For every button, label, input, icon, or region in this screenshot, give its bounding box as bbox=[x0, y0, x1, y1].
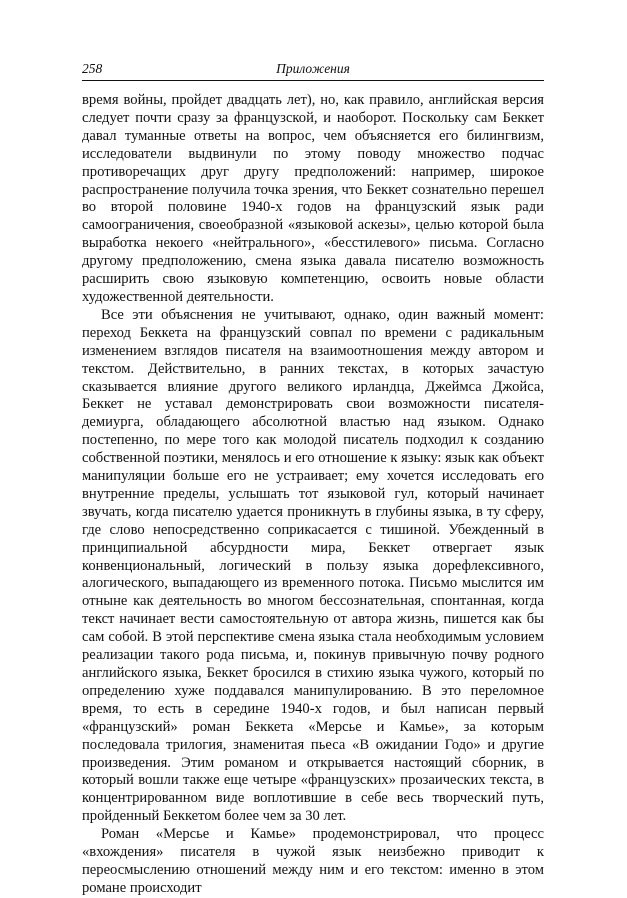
paragraph: Все эти объяснения не учитывают, однако, один важный момент: переход Беккета на французский совпал по времени с радикальным изменением взглядов писателя на взаимоотношения между автором и текстом. Действительно, в ранних текстах, в которых зачастую сказывается влияние другого великого ирландца, Джеймса Джойса, Беккет не уставал демонстрировать свои возможности писателя-демиурга, обладающего абсолютной властью над языком. Однако постепенно, по мере того как молодой писатель подходил к созданию собственной поэтики, менялось и его отношение к языку: язык как объект манипуляции больше его не устраивает; ему хочется исследовать его внутренние пределы, услышать тот языковой гул, который начинает звучать, когда писателю удается проникнуть в глубины языка, в ту сферу, где слово непосредственно соприкасается с тишиной. Убежденный в принципиальной абсурдности мира, Беккет отвергает язык конвенциональный, логический в пользу языка дорефлексивного, алогического, выпадающего из временного потока. Письмо мыслится им отныне как деятельность во многом бессознательная, спонтанная, когда текст начинает вести самостоятельную от автора жизнь, пишется как бы сам собой. В этой перспективе смена языка стала необходимым условием реализации такого рода письма, и, покинув привычную почву родного английского языка, Беккет бросился в стихию языка чужого, который по определению хуже поддавался манипулированию. В это переломное время, то есть в середине 1940-х годов, и был написан первый «французский» роман Беккета «Мерсье и Камье», за которым последовала трилогия, знаменитая пьеса «В ожидании Годо» и другие произведения. Этим романом и открывается настоящий сборник, в который вошли также еще четыре «французских» прозаических текста, в концентрированном виде воплотившие в себе весь творческий путь, пройденный Беккетом более чем за 30 лет. bbox=[82, 306, 544, 825]
running-head bbox=[82, 60, 544, 81]
section-title: Приложения bbox=[276, 61, 350, 76]
body-text bbox=[82, 92, 544, 898]
paragraph-continued: время войны, пройдет двадцать лет), но, как правило, английская версия следует почти сразу за французской, и наоборот. Поскольку сам Беккет давал туманные ответы на вопрос, чем объясняется его билингвизм, исследователи выдвинули по этому поводу множество подчас противоречащих друг другу предположений: например, широкое распространение получила точка зрения, что Беккет сознательно перешел во второй половине 1940-х годов на французский язык ради самоограничения, своеобразной «языковой аскезы», целью которой была выработка некоего «нейтрального», «бесстилевого» письма. Согласно другому предположению, смена языка давала писателю возможность расширить свою языковую компетенцию, освоить новые области художественной деятельности. bbox=[82, 92, 544, 305]
page-number: 258 bbox=[82, 61, 103, 76]
paragraph: Роман «Мерсье и Камье» продемонстрировал, что процесс «вхождения» писателя в чужой язык неизбежно приводит к переосмыслению отношений между ним и его текстом: именно в этом романе происходит bbox=[82, 826, 544, 896]
